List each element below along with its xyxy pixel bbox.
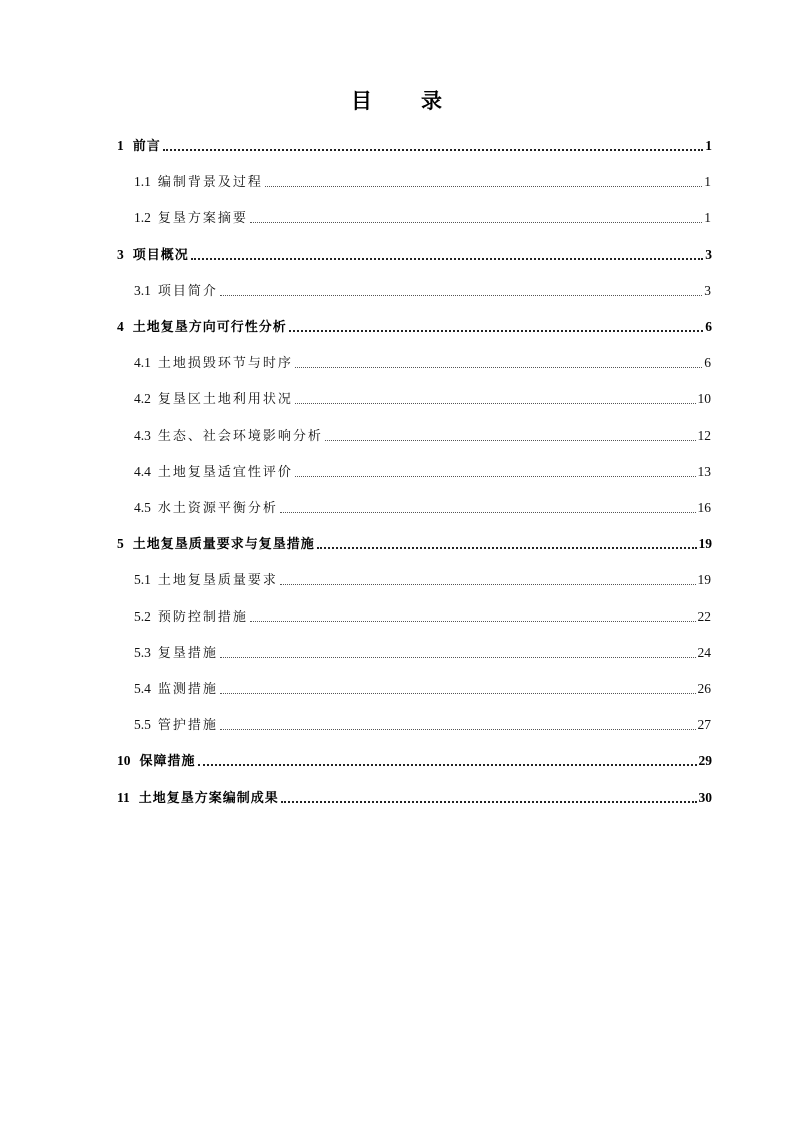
toc-dot-leader [250,620,696,622]
toc-section-entry [134,497,711,519]
toc-chapter-entry [117,244,712,266]
toc-page-number: 12 [697,428,711,443]
toc-entry-title: 土地复垦适宜性评价 [157,465,293,480]
toc-section-entry [134,388,711,410]
toc-page-number: 1 [704,174,711,189]
toc-entry-title: 项目概况 [132,248,189,263]
toc-entry-title: 前言 [132,139,161,154]
toc-entry-number: 5.2 [134,609,151,624]
toc-dot-leader [198,763,697,766]
toc-section-entry [134,425,711,447]
toc-entry-number: 4 [117,319,124,334]
toc-section-entry [134,352,711,374]
toc-section-entry [134,280,711,302]
toc-entry-number: 1 [117,138,124,153]
toc-dot-leader [163,148,703,151]
toc-chapter-entry [117,787,712,809]
toc-dot-leader [295,475,696,477]
toc-page-number: 1 [705,138,712,153]
toc-section-entry [134,678,711,700]
toc-chapter-entry [117,750,712,772]
toc-section-entry [134,461,711,483]
toc-section-entry [134,714,711,736]
toc-entry-number: 4.2 [134,391,151,406]
toc-entry-number: 1.2 [134,210,151,225]
toc-page-number: 13 [697,464,711,479]
toc-entry-title: 管护措施 [157,718,218,733]
toc-entry-title: 预防控制措施 [157,610,248,625]
toc-entry-number: 1.1 [134,174,151,189]
toc-page-number: 3 [704,283,711,298]
toc-dot-leader [265,185,702,187]
toc-entry-number: 10 [117,753,131,768]
toc-dot-leader [325,439,696,441]
toc-dot-leader [220,656,696,658]
toc-entry-number: 5.5 [134,717,151,732]
toc-page-number: 16 [697,500,711,515]
toc-entry-title: 土地复垦方案编制成果 [138,791,279,806]
toc-chapter-entry [117,316,712,338]
toc-entry-number: 5.1 [134,572,151,587]
toc-entry-title: 编制背景及过程 [157,175,263,190]
toc-page-number: 22 [697,609,711,624]
toc-section-entry [134,171,711,193]
toc-page-number: 26 [697,681,711,696]
toc-section-entry [134,207,711,229]
toc-entry-title: 水土资源平衡分析 [157,501,278,516]
toc-entry-number: 5.4 [134,681,151,696]
toc-page-number: 6 [704,355,711,370]
toc-dot-leader [280,511,696,513]
toc-entry-title: 项目简介 [157,284,218,299]
toc-dot-leader [295,402,696,404]
toc-entry-title: 复垦措施 [157,646,218,661]
toc-entry-number: 4.1 [134,355,151,370]
toc-entry-number: 5.3 [134,645,151,660]
toc-chapter-entry [117,135,712,157]
toc-entry-title: 土地复垦质量要求 [157,573,278,588]
toc-section-entry [134,606,711,628]
toc-page-number: 6 [705,319,712,334]
toc-entry-title: 保障措施 [139,754,196,769]
toc-entry-title: 土地损毁环节与时序 [157,356,293,371]
toc-entry-title: 监测措施 [157,682,218,697]
toc-chapter-entry [117,533,712,555]
toc-entry-title: 复垦方案摘要 [157,211,248,226]
toc-page-number: 30 [698,790,712,805]
toc-section-entry [134,642,711,664]
toc-page-number: 27 [697,717,711,732]
toc-dot-leader [220,728,696,730]
toc-page-number: 19 [697,572,711,587]
toc-entry-number: 5 [117,536,124,551]
toc-dot-leader [281,800,697,803]
toc-entry-title: 复垦区土地利用状况 [157,392,293,407]
toc-dot-leader [289,329,703,332]
toc-entry-number: 3 [117,247,124,262]
toc-page-number: 24 [697,645,711,660]
toc-entry-number: 11 [117,790,130,805]
toc-entry-number: 4.3 [134,428,151,443]
toc-dot-leader [250,221,702,223]
toc-entry-number: 3.1 [134,283,151,298]
toc-page-number: 3 [705,247,712,262]
toc-page-number: 19 [698,536,712,551]
toc-entry-title: 土地复垦方向可行性分析 [132,320,287,335]
toc-dot-leader [220,294,702,296]
page-title: 目 录 [351,89,456,113]
toc-dot-leader [191,257,703,260]
toc-dot-leader [220,692,696,694]
toc-dot-leader [295,366,702,368]
toc-entry-number: 4.4 [134,464,151,479]
toc-dot-leader [280,583,696,585]
toc-section-entry [134,569,711,591]
toc-entry-number: 4.5 [134,500,151,515]
toc-page-number: 10 [697,391,711,406]
toc-entry-title: 土地复垦质量要求与复垦措施 [132,537,315,552]
toc-page-number: 1 [704,210,711,225]
toc-dot-leader [317,546,697,549]
toc-page-number: 29 [698,753,712,768]
toc-entry-title: 生态、社会环境影响分析 [157,429,323,444]
